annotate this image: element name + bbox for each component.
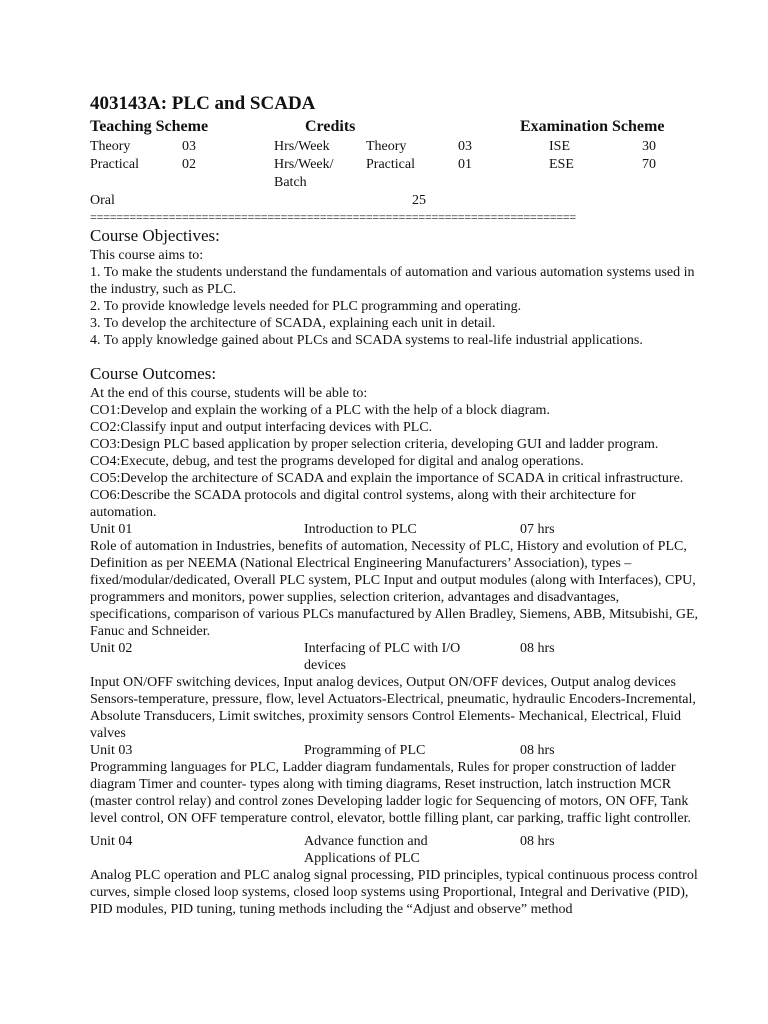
outcome-line: CO3:Design PLC based application by proper selection criteria, developing GUI and ladder program. [90,437,659,452]
exam-value: 70 [642,157,656,172]
unit-title: Programming of PLC [304,743,426,758]
outcomes-intro: At the end of this course, students will be able to: [90,386,368,401]
unit-title: Advance function and Applications of PLC [304,834,428,866]
unit-content-line: PID modules, PID tuning, tuning methods including the “Adjust and observe” method [90,902,573,917]
objectives-intro: This course aims to: [90,248,204,263]
examination-scheme-heading: Examination Scheme [520,118,665,135]
credit-label: Theory [366,139,407,154]
unit-hours: 08 hrs [520,641,555,656]
hours-unit: Hrs/Week/ [274,157,334,172]
outcome-line: CO6:Describe the SCADA protocols and digital control systems, along with their architecture for [90,488,636,503]
unit-number: Unit 04 [90,834,133,849]
teaching-label: Practical [90,157,139,172]
teaching-value: 03 [182,139,196,154]
outcomes-heading: Course Outcomes: [90,364,217,383]
unit-content-line: (master control relay) and control zones Developing ladder logic for Sequencing of motors, ON OFF, Tank [90,794,689,809]
unit-content-line: Programming languages for PLC, Ladder diagram fundamentals, Rules for proper construction of ladder [90,760,676,775]
hours-unit: Hrs/Week [274,139,330,154]
unit-number: Unit 01 [90,522,133,537]
teaching-label: Theory [90,139,131,154]
unit-header [90,833,730,867]
scheme-row-oral [90,192,730,210]
objectives-heading: Course Objectives: [90,226,220,245]
oral-label: Oral [90,193,115,208]
unit-content-line: Role of automation in Industries, benefits of automation, Necessity of PLC, History and evolution of PLC, [90,539,687,554]
unit-header [90,640,730,674]
objective-line: 4. To apply knowledge gained about PLCs and SCADA systems to real-life industrial applications. [90,333,643,348]
unit-title: Interfacing of PLC with I/O devices [304,641,461,673]
outcome-line: CO5:Develop the architecture of SCADA and explain the importance of SCADA in critical infrastructure. [90,471,684,486]
unit-content-line: Fanuc and Schneider. [90,624,211,639]
unit-content-line: level control, ON OFF temperature control, elevator, bottle filling plant, car parking, traffic light controller. [90,811,692,826]
unit-content-line: specifications, comparison of various PLCs manufactured by Allen Bradley, Siemens, ABB, Mitsubishi, GE, [90,607,699,622]
unit-number: Unit 02 [90,641,133,656]
scheme-row-batch [90,174,730,192]
batch-unit: Batch [274,175,307,190]
unit-content-line: Absolute Transducers, Limit switches, proximity sensors Control Elements- Mechanical, Electrical, Fluid [90,709,682,724]
unit-content-line: curves, simple closed loop systems, closed loop systems using Proportional, Integral and Derivative (PID), [90,885,689,900]
objective-line: the industry, such as PLC. [90,282,237,297]
unit-number: Unit 03 [90,743,133,758]
credits-heading: Credits [305,118,356,135]
unit-hours: 08 hrs [520,743,555,758]
credit-value: 01 [458,157,472,172]
scheme-row-theory [90,138,730,156]
credit-value: 03 [458,139,472,154]
outcome-line: automation. [90,505,157,520]
unit-content-line: programmers and monitors, power supplies, selection criterion, advantages and disadvantages, [90,590,620,605]
separator-line: ========================================================================== [90,211,577,223]
unit-content-line: Sensors-temperature, pressure, flow, level Actuators-Electrical, pneumatic, hydraulic Encoders-Incremental, [90,692,696,707]
unit-content-line: valves [90,726,126,741]
unit-content-line: Analog PLC operation and PLC analog signal processing, PID principles, typical continuous process control [90,868,698,883]
objective-line: 2. To provide knowledge levels needed for PLC programming and operating. [90,299,522,314]
outcome-line: CO1:Develop and explain the working of a PLC with the help of a block diagram. [90,403,550,418]
unit-content-line: fixed/modular/dedicated, Overall PLC system, PLC Input and output modules (along with Interfaces), CPU, [90,573,696,588]
credit-label: Practical [366,157,415,172]
exam-label: ISE [549,139,570,154]
outcome-line: CO2:Classify input and output interfacing devices with PLC. [90,420,433,435]
exam-value: 30 [642,139,656,154]
unit-title: Introduction to PLC [304,522,417,537]
unit-content-line: diagram Timer and counter- types along with timing diagrams, Reset instruction, latch instruction MCR [90,777,672,792]
teaching-value: 02 [182,157,196,172]
teaching-scheme-heading: Teaching Scheme [90,118,209,135]
scheme-header-row [90,118,730,138]
unit-content-line: Input ON/OFF switching devices, Input analog devices, Output ON/OFF devices, Output analog devices [90,675,676,690]
oral-value: 25 [412,193,426,208]
syllabus-page [90,92,730,918]
unit-header [90,742,730,759]
objective-line: 3. To develop the architecture of SCADA, explaining each unit in detail. [90,316,496,331]
course-title: 403143A: PLC and SCADA [90,93,316,114]
unit-header [90,521,730,538]
scheme-row-practical [90,156,730,174]
unit-hours: 08 hrs [520,834,555,849]
unit-hours: 07 hrs [520,522,555,537]
unit-content-line: Definition as per NEEMA (National Electrical Engineering Manufacturers’ Association), types – [90,556,632,571]
objective-line: 1. To make the students understand the fundamentals of automation and various automation systems used in [90,265,695,280]
outcome-line: CO4:Execute, debug, and test the programs developed for digital and analog operations. [90,454,584,469]
exam-label: ESE [549,157,574,172]
